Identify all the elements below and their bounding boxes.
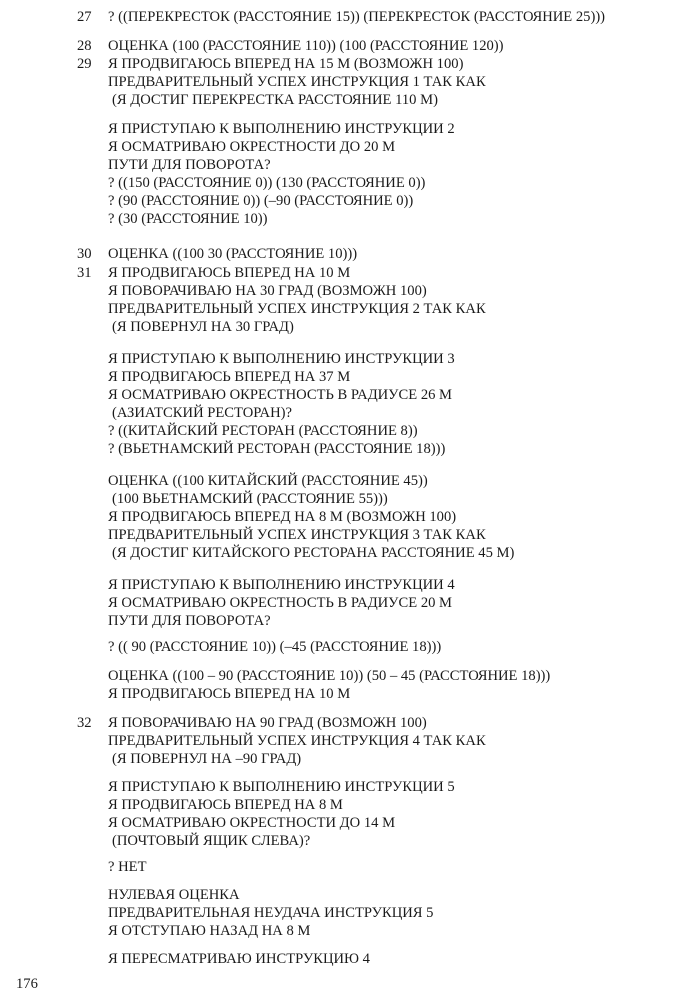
line bbox=[0, 422, 700, 440]
line bbox=[0, 886, 700, 904]
line-text: (АЗИАТСКИЙ РЕСТОРАН)? bbox=[112, 405, 292, 421]
line bbox=[0, 318, 700, 336]
line bbox=[0, 37, 700, 55]
line-text: ПРЕДВАРИТЕЛЬНЫЙ УСПЕХ ИНСТРУКЦИЯ 2 ТАК КАК bbox=[108, 301, 486, 317]
line bbox=[0, 526, 700, 544]
line bbox=[0, 732, 700, 750]
line bbox=[0, 73, 700, 91]
step-30 bbox=[0, 245, 700, 263]
line-text: ПУТИ ДЛЯ ПОВОРОТА? bbox=[108, 613, 271, 629]
line bbox=[0, 612, 700, 630]
line-text: Я ПРОДВИГАЮСЬ ВПЕРЕД НА 8 М bbox=[108, 797, 343, 813]
line bbox=[0, 120, 700, 138]
line bbox=[0, 404, 700, 422]
line bbox=[0, 55, 700, 73]
paths-answer-block bbox=[0, 638, 700, 656]
line bbox=[0, 667, 700, 685]
line bbox=[0, 950, 700, 968]
line-text: Я ПРИСТУПАЮ К ВЫПОЛНЕНИЮ ИНСТРУКЦИИ 2 bbox=[108, 121, 455, 137]
evaluation-block-2 bbox=[0, 667, 700, 703]
line bbox=[0, 156, 700, 174]
instruction-5-block bbox=[0, 778, 700, 850]
line-number: 27 bbox=[77, 9, 92, 25]
page-number: 176 bbox=[16, 976, 38, 992]
line bbox=[0, 544, 700, 562]
line bbox=[0, 282, 700, 300]
instruction-4-block bbox=[0, 576, 700, 630]
line-text: ПРЕДВАРИТЕЛЬНАЯ НЕУДАЧА ИНСТРУКЦИЯ 5 bbox=[108, 905, 434, 921]
line-text: (ПОЧТОВЫЙ ЯЩИК СЛЕВА)? bbox=[112, 833, 311, 849]
step-32 bbox=[0, 714, 700, 768]
line bbox=[0, 264, 700, 282]
line-text: Я ОСМАТРИВАЮ ОКРЕСТНОСТЬ В РАДИУСЕ 26 М bbox=[108, 387, 453, 403]
line-text: (Я ДОСТИГ ПЕРЕКРЕСТКА РАССТОЯНИЕ 110 М) bbox=[112, 92, 438, 108]
line bbox=[0, 750, 700, 768]
line-text: ? (90 (РАССТОЯНИЕ 0)) (–90 (РАССТОЯНИЕ 0)) bbox=[108, 193, 414, 209]
line bbox=[0, 440, 700, 458]
line-text: (Я ПОВЕРНУЛ НА –90 ГРАД) bbox=[112, 751, 302, 767]
line-text: ? ((КИТАЙСКИЙ РЕСТОРАН (РАССТОЯНИЕ 8)) bbox=[108, 423, 418, 439]
line bbox=[0, 210, 700, 228]
line bbox=[0, 386, 700, 404]
revise-block bbox=[0, 950, 700, 968]
line bbox=[0, 174, 700, 192]
line bbox=[0, 685, 700, 703]
line bbox=[0, 91, 700, 109]
line-text: Я ОСМАТРИВАЮ ОКРЕСТНОСТЬ В РАДИУСЕ 20 М bbox=[108, 595, 453, 611]
line-number: 28 bbox=[77, 38, 92, 54]
line bbox=[0, 508, 700, 526]
line bbox=[0, 490, 700, 508]
line-text: Я ПРИСТУПАЮ К ВЫПОЛНЕНИЮ ИНСТРУКЦИИ 5 bbox=[108, 779, 455, 795]
line-text: (Я ПОВЕРНУЛ НА 30 ГРАД) bbox=[112, 319, 294, 335]
line bbox=[0, 300, 700, 318]
line-text: ? (30 (РАССТОЯНИЕ 10)) bbox=[108, 211, 268, 227]
line-text: Я ОТСТУПАЮ НАЗАД НА 8 М bbox=[108, 923, 311, 939]
line-text: Я ПРОДВИГАЮСЬ ВПЕРЕД НА 10 М bbox=[108, 686, 351, 702]
line-text: Я ПОВОРАЧИВАЮ НА 30 ГРАД (ВОЗМОЖН 100) bbox=[108, 283, 427, 299]
line bbox=[0, 245, 700, 263]
line-text: Я ОСМАТРИВАЮ ОКРЕСТНОСТИ ДО 20 М bbox=[108, 139, 396, 155]
line-text: Я ПОВОРАЧИВАЮ НА 90 ГРАД (ВОЗМОЖН 100) bbox=[108, 715, 427, 731]
line bbox=[0, 472, 700, 490]
line bbox=[0, 814, 700, 832]
line-text: ? (ВЬЕТНАМСКИЙ РЕСТОРАН (РАССТОЯНИЕ 18))) bbox=[108, 441, 446, 457]
line bbox=[0, 8, 700, 26]
step-29 bbox=[0, 55, 700, 109]
line bbox=[0, 350, 700, 368]
line-text: Я ПРОДВИГАЮСЬ ВПЕРЕД НА 8 М (ВОЗМОЖН 100) bbox=[108, 509, 457, 525]
line-text: Я ОСМАТРИВАЮ ОКРЕСТНОСТИ ДО 14 М bbox=[108, 815, 396, 831]
line-text: ПУТИ ДЛЯ ПОВОРОТА? bbox=[108, 157, 271, 173]
line-text: Я ПЕРЕСМАТРИВАЮ ИНСТРУКЦИЮ 4 bbox=[108, 951, 370, 967]
line-text: ? (( 90 (РАССТОЯНИЕ 10)) (–45 (РАССТОЯНИЕ 18))) bbox=[108, 639, 442, 655]
step-31 bbox=[0, 264, 700, 336]
line-text: ? ((ПЕРЕКРЕСТОК (РАССТОЯНИЕ 15)) (ПЕРЕКРЕСТОК (РАССТОЯНИЕ 25))) bbox=[108, 9, 606, 25]
line bbox=[0, 796, 700, 814]
line-number: 30 bbox=[77, 246, 92, 262]
line-text: (Я ДОСТИГ КИТАЙСКОГО РЕСТОРАНА РАССТОЯНИЕ 45 М) bbox=[112, 545, 515, 561]
line bbox=[0, 904, 700, 922]
line-text: Я ПРОДВИГАЮСЬ ВПЕРЕД НА 37 М bbox=[108, 369, 351, 385]
failure-block bbox=[0, 886, 700, 940]
line bbox=[0, 714, 700, 732]
line bbox=[0, 368, 700, 386]
step-28 bbox=[0, 37, 700, 55]
line-text: Я ПРОДВИГАЮСЬ ВПЕРЕД НА 15 М (ВОЗМОЖН 100) bbox=[108, 56, 464, 72]
line bbox=[0, 638, 700, 656]
line bbox=[0, 576, 700, 594]
line-text: Я ПРОДВИГАЮСЬ ВПЕРЕД НА 10 М bbox=[108, 265, 351, 281]
line-text: ОЦЕНКА (100 (РАССТОЯНИЕ 110)) (100 (РАССТОЯНИЕ 120)) bbox=[108, 38, 504, 54]
line-text: ? ((150 (РАССТОЯНИЕ 0)) (130 (РАССТОЯНИЕ 0)) bbox=[108, 175, 426, 191]
line bbox=[0, 832, 700, 850]
line bbox=[0, 594, 700, 612]
line bbox=[0, 778, 700, 796]
line bbox=[0, 138, 700, 156]
line-text: Я ПРИСТУПАЮ К ВЫПОЛНЕНИЮ ИНСТРУКЦИИ 3 bbox=[108, 351, 455, 367]
instruction-2-block bbox=[0, 120, 700, 228]
line-text: ОЦЕНКА ((100 30 (РАССТОЯНИЕ 10))) bbox=[108, 246, 358, 262]
line-number: 32 bbox=[77, 715, 92, 731]
line-text: ОЦЕНКА ((100 – 90 (РАССТОЯНИЕ 10)) (50 – 45 (РАССТОЯНИЕ 18))) bbox=[108, 668, 551, 684]
line-text: ПРЕДВАРИТЕЛЬНЫЙ УСПЕХ ИНСТРУКЦИЯ 1 ТАК КАК bbox=[108, 74, 486, 90]
line bbox=[0, 858, 700, 876]
no-answer-block bbox=[0, 858, 700, 876]
line-text: ОЦЕНКА ((100 КИТАЙСКИЙ (РАССТОЯНИЕ 45)) bbox=[108, 473, 428, 489]
line-number: 31 bbox=[77, 265, 92, 281]
line-text: ПРЕДВАРИТЕЛЬНЫЙ УСПЕХ ИНСТРУКЦИЯ 3 ТАК КАК bbox=[108, 527, 486, 543]
line bbox=[0, 192, 700, 210]
evaluation-block bbox=[0, 472, 700, 562]
instruction-3-block bbox=[0, 350, 700, 458]
line-text: (100 ВЬЕТНАМСКИЙ (РАССТОЯНИЕ 55))) bbox=[112, 491, 388, 507]
line-text: НУЛЕВАЯ ОЦЕНКА bbox=[108, 887, 240, 903]
line-text: ПРЕДВАРИТЕЛЬНЫЙ УСПЕХ ИНСТРУКЦИЯ 4 ТАК КАК bbox=[108, 733, 486, 749]
line bbox=[0, 922, 700, 940]
line-text: ? НЕТ bbox=[108, 859, 147, 875]
step-27 bbox=[0, 8, 700, 26]
line-text: Я ПРИСТУПАЮ К ВЫПОЛНЕНИЮ ИНСТРУКЦИИ 4 bbox=[108, 577, 455, 593]
line-number: 29 bbox=[77, 56, 92, 72]
